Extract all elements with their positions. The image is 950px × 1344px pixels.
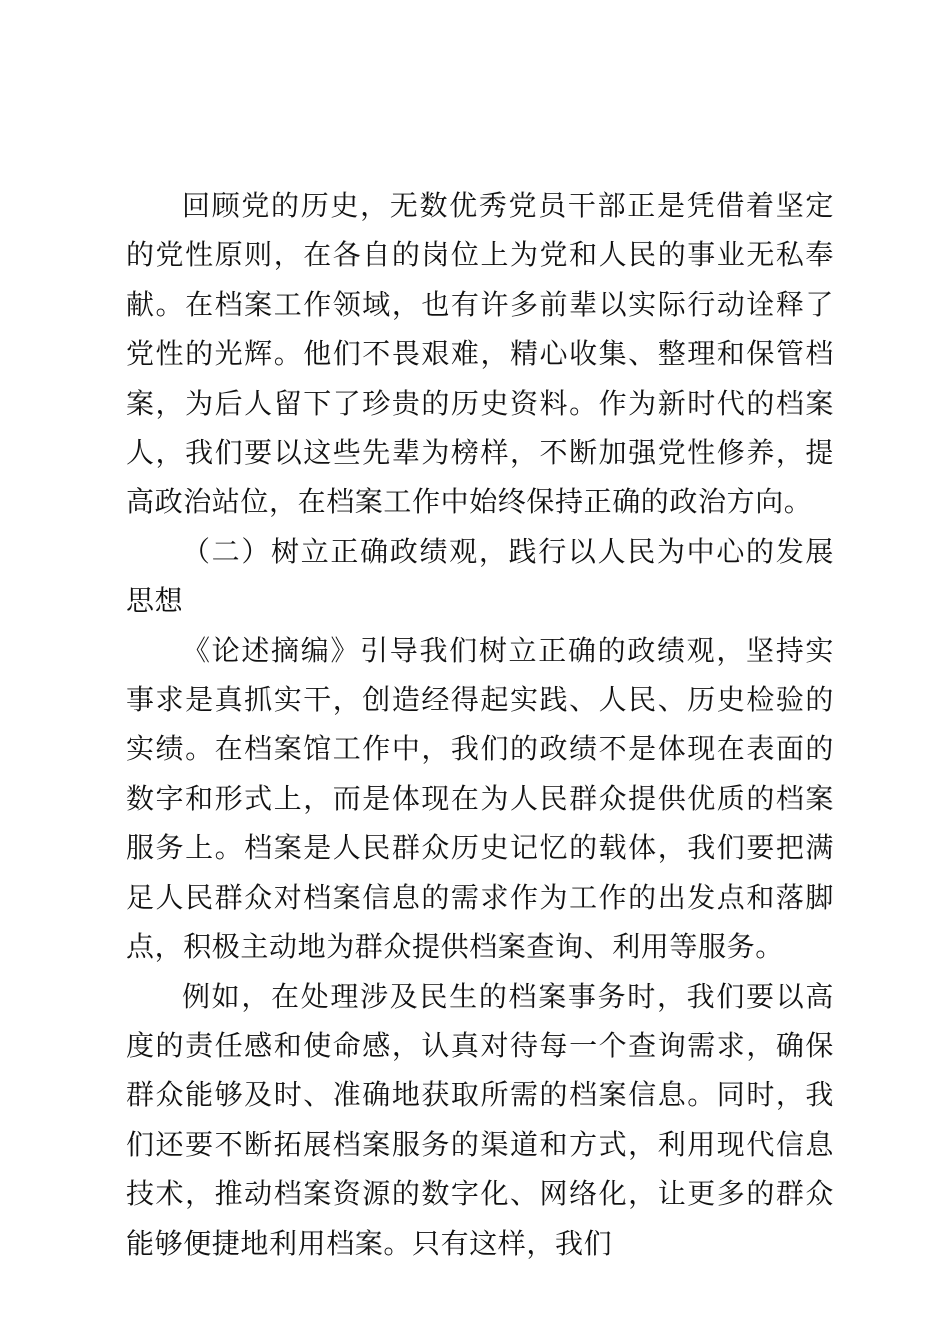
paragraph-performance-view: 《论述摘编》引导我们树立正确的政绩观，坚持实事求是真抓实干，创造经得起实践、人民、历史检验的实绩。在档案馆工作中，我们的政绩不是体现在表面的数字和形式上，而是体现在为人民群众提供优质的档案服务上。档案是人民群众历史记忆的载体，我们要把满足人民群众对档案信息的需求作为工作的出发点和落脚点，积极主动地为群众提供档案查询、利用等服务。 — [126, 633, 834, 964]
document-body — [126, 181, 834, 1268]
paragraph-party-history: 回顾党的历史，无数优秀党员干部正是凭借着坚定的党性原则，在各自的岗位上为党和人民的事业无私奉献。在档案工作领域，也有许多前辈以实际行动诠释了党性的光辉。他们不畏艰难，精心收集、整理和保管档案，为后人留下了珍贵的历史资料。作为新时代的档案人，我们要以这些先辈为榜样，不断加强党性修养，提高政治站位，在档案工作中始终保持正确的政治方向。 — [126, 189, 834, 519]
paragraph-example: 例如，在处理涉及民生的档案事务时，我们要以高度的责任感和使命感，认真对待每一个查询需求，确保群众能够及时、准确地获取所需的档案信息。同时，我们还要不断拓展档案服务的渠道和方式，利用现代信息技术，推动档案资源的数字化、网络化，让更多的群众能够便捷地利用档案。只有这样，我们 — [126, 979, 834, 1260]
section-heading: （二）树立正确政绩观，践行以人民为中心的发展思想 — [126, 534, 834, 618]
